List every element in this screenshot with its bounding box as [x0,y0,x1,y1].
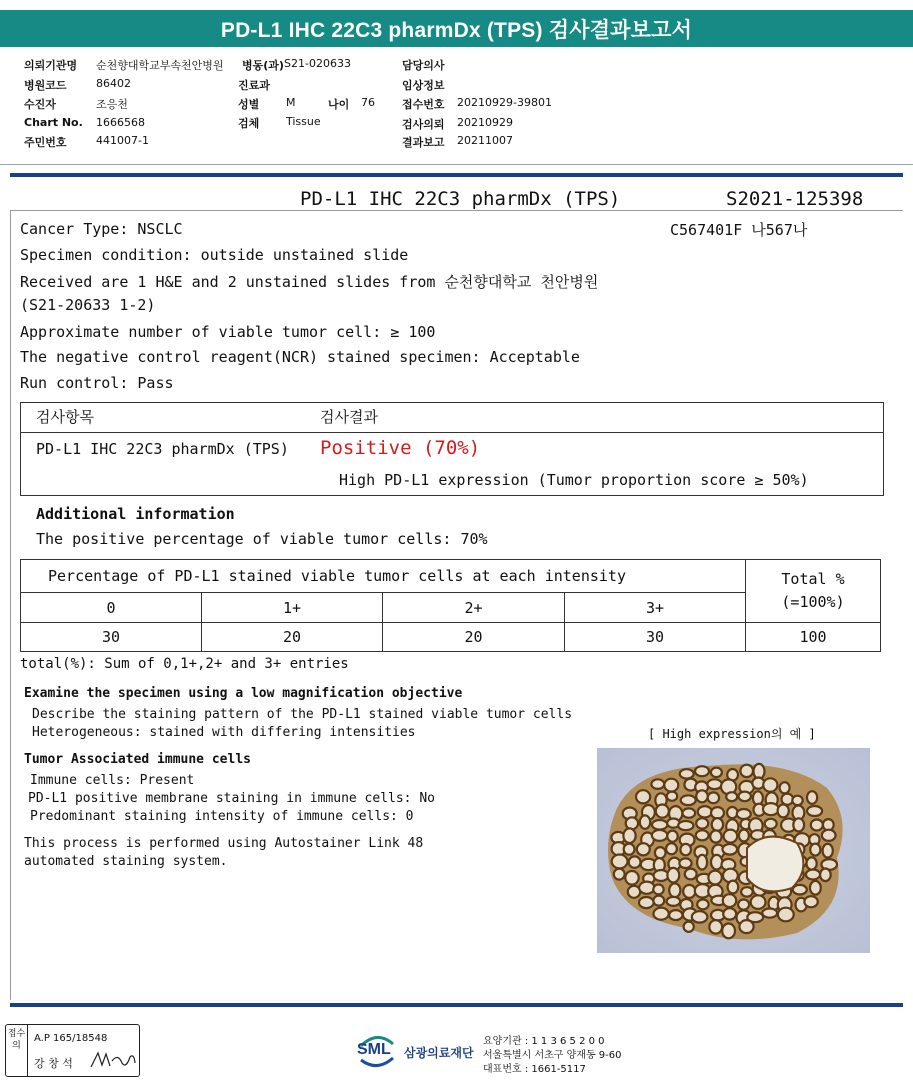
patient-value: 조응천 [96,98,128,111]
stained-cell [614,869,625,880]
stained-cell [626,817,638,829]
immune-line-1: Immune cells: Present [30,773,195,788]
ward-value: S21-020633 [284,57,351,70]
doctor-label: 담당의사 [402,59,445,72]
age-value: 76 [361,96,375,109]
stained-cell [763,803,779,815]
stained-cell [739,830,749,842]
stained-cell [696,830,709,840]
stained-cell [811,820,823,831]
ncr-line: The negative control reagent(NCR) stained specimen: Acceptable [20,348,580,366]
slide-id-line: (S21-20633 1-2) [20,296,156,314]
intensity-header-3plus: 3+ [565,593,746,623]
stained-cell [711,855,722,870]
stained-cell [666,843,677,854]
id-value: 441007-1 [96,134,149,147]
stained-cell [724,830,738,843]
stained-cell [723,908,736,919]
stained-cell [695,766,709,776]
stained-cell [723,894,736,907]
stained-cell [669,910,682,920]
additional-heading: Additional information [36,505,235,523]
report-banner-title: PD-L1 IHC 22C3 pharmDx (TPS) 검사결과보고서 [220,18,693,42]
patient-header [0,0,913,160]
stained-cell [680,844,691,855]
test-title: PD-L1 IHC 22C3 pharmDx (TPS) [300,188,621,210]
process-line-2: automated staining system. [24,854,228,869]
stained-cell [655,847,666,858]
intensity-header-0: 0 [21,593,202,623]
stained-cell [810,881,821,895]
immune-heading: Tumor Associated immune cells [24,752,251,767]
total-label-2: (=100%) [781,593,845,611]
intensity-header-2plus: 2+ [383,593,565,623]
stained-cell [653,896,664,906]
handwritten-signature [88,1049,138,1073]
stained-cell [739,792,751,802]
stained-cell [711,807,724,819]
title-underline [10,210,903,211]
run-control-line: Run control: Pass [20,374,174,392]
left-margin-rule [10,210,11,1000]
signature-box [5,1024,140,1077]
stained-cell [696,818,708,828]
stained-cell [625,871,638,885]
stained-cell [707,779,721,789]
intensity-value-1plus: 20 [202,623,383,652]
stained-cell [708,792,719,803]
stained-cell [623,828,635,843]
stained-cell [697,900,708,910]
lab-phone: 대표번호 : 1661-5117 [483,1064,586,1075]
stained-cell [680,769,694,778]
stained-cell [698,806,712,817]
receipt-label: 접수번호 [402,98,445,111]
chart-value: 1666568 [96,116,145,129]
stained-cell [685,869,697,880]
sex-value: M [286,96,296,109]
examine-line-2: Heterogeneous: stained with differing intensities [32,725,416,740]
sex-label: 성별 [238,98,260,111]
stained-cell [678,821,693,830]
top-blue-rule [10,173,903,177]
stained-cell [624,844,635,855]
stained-cell [751,895,766,909]
report-date-label: 결과보고 [402,136,445,149]
stained-cell [697,855,707,870]
stained-cell [807,857,817,869]
stained-cell [739,920,753,933]
intensity-header-1plus: 1+ [202,593,383,623]
hospital-code-value: 86402 [96,77,131,90]
clinical-info-label: 임상정보 [402,79,445,92]
stained-cell [653,885,663,895]
receipt-value: 20210929-39801 [457,96,552,109]
stained-cell [792,796,802,805]
stained-cell [778,908,794,922]
stained-cell [639,882,654,894]
stained-cell [669,883,680,897]
intensity-value-2plus: 20 [383,623,565,652]
additional-text: The positive percentage of viable tumor cells: 70% [36,530,488,548]
signer-id: A.P 165/18548 [34,1033,108,1044]
stained-cell [728,881,739,894]
stained-cell [637,843,650,855]
foundation-name: 삼광의료재단 [404,1046,474,1060]
stained-cell [652,830,667,841]
stained-cell [807,806,822,816]
stained-cell [823,844,833,858]
request-value: 20210929 [457,116,513,129]
intensity-total-value: 100 [746,623,881,652]
received-line: Received are 1 H&E and 2 unstained slides from 순천향대학교 천안병원 [20,273,599,291]
institution-value: 순천향대학교부속천안병원 [96,59,224,72]
stained-cell [738,900,749,910]
stained-cell [820,869,831,882]
stained-cell [683,885,695,898]
stained-cell [737,809,751,819]
stained-cell [810,844,820,856]
stained-cell [692,911,708,922]
dept-label: 진료과 [238,79,270,92]
stained-cell [709,920,722,933]
intensity-caption: Percentage of PD-L1 stained viable tumor cells at each intensity [21,560,746,593]
signer-name: 강 창 석 [34,1057,73,1070]
stained-cell [741,887,753,896]
lab-code: 요양기관 : 1 1 3 6 5 2 0 0 [483,1036,605,1047]
stained-cell [636,790,650,803]
report-code: S2021-125398 [726,188,864,210]
stained-cell [679,858,691,868]
stained-cell [726,792,737,801]
id-label: 주민번호 [24,136,67,149]
result-comment: High PD-L1 expression (Tumor proportion score ≥ 50%) [339,471,809,489]
institution-label: 의뢰기관명 [24,59,78,72]
age-label: 나이 [328,98,350,111]
result-header-result: 검사결과 [320,408,378,426]
intensity-value-0: 30 [21,623,202,652]
stained-cell [711,768,722,777]
total-header [746,560,881,623]
stained-cell [807,791,817,804]
stained-cell [640,815,650,828]
sml-logo-text: SML [357,1041,391,1058]
specimen-label: 검체 [238,117,260,130]
stained-cell [806,870,820,880]
stained-cell [667,868,679,883]
specimen-value: Tissue [286,115,321,128]
stained-cell [656,805,669,818]
stained-cell [723,844,738,855]
stained-cell [722,924,735,939]
stained-cell [612,855,628,869]
examine-heading: Examine the specimen using a low magnification objective [24,686,463,701]
header-divider [0,164,913,165]
cancer-type-line: Cancer Type: NSCLC [20,220,183,238]
immune-line-3: Predominant staining intensity of immune cells: 0 [30,809,414,824]
stained-cell [667,792,677,801]
stained-cell [684,922,694,932]
stained-cell [804,896,817,907]
stained-cell [712,818,723,831]
stained-cell [710,830,721,842]
result-value: Positive (70%) [320,437,481,459]
process-line-1: This process is performed using Autostainer Link 48 [24,836,424,851]
figure-caption: [ High expression의 예 ] [648,727,816,741]
ward-label: 병동(과) [242,59,284,72]
stained-cell [762,909,777,918]
stained-cell [763,778,777,791]
stained-cell [708,871,721,885]
stained-cell [654,908,669,920]
intensity-table [20,559,881,652]
specimen-condition-line: Specimen condition: outside unstained slide [20,246,409,264]
intensity-value-3plus: 30 [565,623,746,652]
viable-cell-line: Approximate number of viable tumor cell: ≥ 100 [20,323,436,341]
lab-address: 서울특별시 서초구 양재동 9-60 [483,1050,622,1061]
bottom-blue-rule [10,1003,903,1007]
stained-cell [629,856,641,867]
patient-label: 수진자 [24,98,56,111]
stained-cell [639,897,654,908]
ihc-micrograph-image [597,748,870,953]
stained-cell [822,830,836,841]
stained-cell [778,804,789,817]
result-table-divider [20,432,884,433]
stained-cell [780,782,790,793]
hospital-code-label: 병원코드 [24,79,67,92]
stained-cell [740,765,753,777]
stained-cell [793,818,804,831]
result-item: PD-L1 IHC 22C3 pharmDx (TPS) [36,440,289,458]
stained-cell [664,779,678,792]
intensity-note: total(%): Sum of 0,1+,2+ and 3+ entries [20,656,349,672]
total-label-1: Total % [781,570,845,588]
request-label: 검사의뢰 [402,118,445,131]
stained-cell [652,820,667,830]
stamp-label: 접수의 [6,1025,28,1076]
stained-cell [683,808,696,817]
stained-cell [651,779,664,789]
chart-label: Chart No. [24,116,83,129]
stained-cell [667,831,677,842]
report-date-value: 20211007 [457,134,513,147]
block-code: C567401F 나567나 [670,221,808,239]
stained-cell [765,819,777,829]
result-header-item: 검사항목 [36,408,94,426]
stained-cell [696,790,708,802]
immune-line-2: PD-L1 positive membrane staining in immune cells: No [28,791,435,806]
stained-cell [654,870,669,881]
stained-cell [681,795,696,805]
ihc-micrograph [597,748,870,953]
examine-line-1: Describe the staining pattern of the PD-L1 stained viable tumor cells [32,707,573,722]
stained-cell [667,897,681,906]
